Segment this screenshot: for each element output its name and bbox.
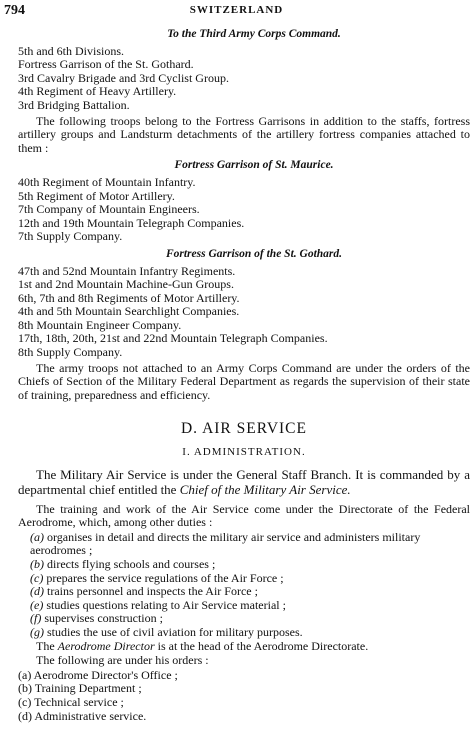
duty-text: studies questions relating to Air Service material ; xyxy=(46,597,286,612)
list-item: (c) Technical service ; xyxy=(18,694,124,709)
director-pre: The xyxy=(36,638,58,653)
duty-text: prepares the service regulations of the Air Force ; xyxy=(46,570,284,585)
list-item: 40th Regiment of Mountain Infantry. xyxy=(18,174,196,189)
duty-text: studies the use of civil aviation for military purposes. xyxy=(47,624,303,639)
list-item: (b) Training Department ; xyxy=(18,681,142,696)
third-corps-list xyxy=(18,45,470,113)
list-item xyxy=(30,612,470,626)
list-item xyxy=(30,585,470,599)
training-paragraph: The training and work of the Air Service come under the Directorate of the Federal Aerodrome, which, among other duties : xyxy=(18,501,470,530)
running-title: SWITZERLAND xyxy=(189,4,284,16)
intro-lead: The Military Air Service is under the General Staff Branch. It is commanded by a departmental chief entitled the xyxy=(18,466,470,497)
list-item xyxy=(30,572,470,586)
air-service-intro xyxy=(18,467,470,497)
duty-letter: (a) xyxy=(30,529,44,544)
army-troops-note: The army troops not attached to an Army Corps Command are under the orders of the Chiefs of Section of the Military Federal Department as regards the supervision of their state of training, preparedness and efficiency. xyxy=(18,360,470,402)
list-item: 7th Supply Company. xyxy=(18,229,123,244)
list-item xyxy=(30,626,470,640)
list-item: 1st and 2nd Mountain Machine-Gun Groups. xyxy=(18,277,234,292)
list-item: 4th Regiment of Heavy Artillery. xyxy=(18,84,177,99)
list-item: 47th and 52nd Mountain Infantry Regiments. xyxy=(18,263,236,278)
duty-text: supervises construction ; xyxy=(44,611,163,626)
list-item: (a) Aerodrome Director's Office ; xyxy=(18,667,178,682)
list-item xyxy=(30,599,470,613)
duty-letter: (b) xyxy=(30,557,44,571)
list-item xyxy=(30,558,470,572)
section-title: D. AIR SERVICE xyxy=(180,420,307,438)
director-title: Aerodrome Director xyxy=(57,638,155,653)
chapter-title: I. ADMINISTRATION. xyxy=(182,446,306,459)
third-corps-heading: To the Third Army Corps Command. xyxy=(167,28,341,40)
orders-intro: The following are under his orders : xyxy=(36,653,209,668)
duty-text: trains personnel and inspects the Air Force ; xyxy=(47,584,258,599)
list-item: 12th and 19th Mountain Telegraph Companies. xyxy=(18,215,245,230)
list-item: 3rd Bridging Battalion. xyxy=(18,97,130,112)
list-item: 17th, 18th, 20th, 21st and 22nd Mountain Telegraph Companies. xyxy=(18,331,328,346)
st-maurice-heading: Fortress Garrison of St. Maurice. xyxy=(174,159,334,172)
chief-title: Chief of the Military Air Service. xyxy=(179,481,351,497)
duty-text: directs flying schools and courses ; xyxy=(47,557,216,571)
list-item xyxy=(30,531,470,558)
list-item: Fortress Garrison of the St. Gothard. xyxy=(18,57,194,72)
duty-letter: (d) xyxy=(30,584,44,599)
list-item: 7th Company of Mountain Engineers. xyxy=(18,202,200,217)
list-item: 8th Supply Company. xyxy=(18,345,123,360)
duties-list xyxy=(30,531,470,640)
director-paragraph xyxy=(18,640,470,654)
st-gothard-heading: Fortress Garrison of the St. Gothard. xyxy=(165,247,343,260)
duty-letter: (f) xyxy=(30,611,42,626)
duty-letter: (e) xyxy=(30,597,44,612)
list-item: 5th Regiment of Motor Artillery. xyxy=(18,188,175,203)
page-number: 794 xyxy=(4,3,25,18)
orders-list xyxy=(18,669,470,723)
list-item: 5th and 6th Divisions. xyxy=(18,43,125,58)
director-post: is at the head of the Aerodrome Directorate. xyxy=(154,638,369,653)
duty-text: organises in detail and directs the military air service and administers military aerodromes ; xyxy=(30,529,421,558)
duty-letter: (g) xyxy=(30,624,44,639)
list-item: 8th Mountain Engineer Company. xyxy=(18,317,182,332)
list-item: 3rd Cavalry Brigade and 3rd Cyclist Group. xyxy=(18,70,229,85)
list-item: 6th, 7th and 8th Regiments of Motor Artillery. xyxy=(18,290,240,305)
list-item: (d) Administrative service. xyxy=(18,708,147,723)
page-content xyxy=(18,24,470,723)
st-gothard-list xyxy=(18,265,470,360)
list-item: 4th and 5th Mountain Searchlight Companies. xyxy=(18,304,240,319)
page-header xyxy=(0,3,473,19)
st-maurice-list xyxy=(18,176,470,244)
fortress-troops-note: The following troops belong to the Fortress Garrisons in addition to the staffs, fortress artillery groups and Landsturm detachments of the artillery fortress companies attached to them : xyxy=(18,113,470,155)
duty-letter: (c) xyxy=(30,570,44,585)
